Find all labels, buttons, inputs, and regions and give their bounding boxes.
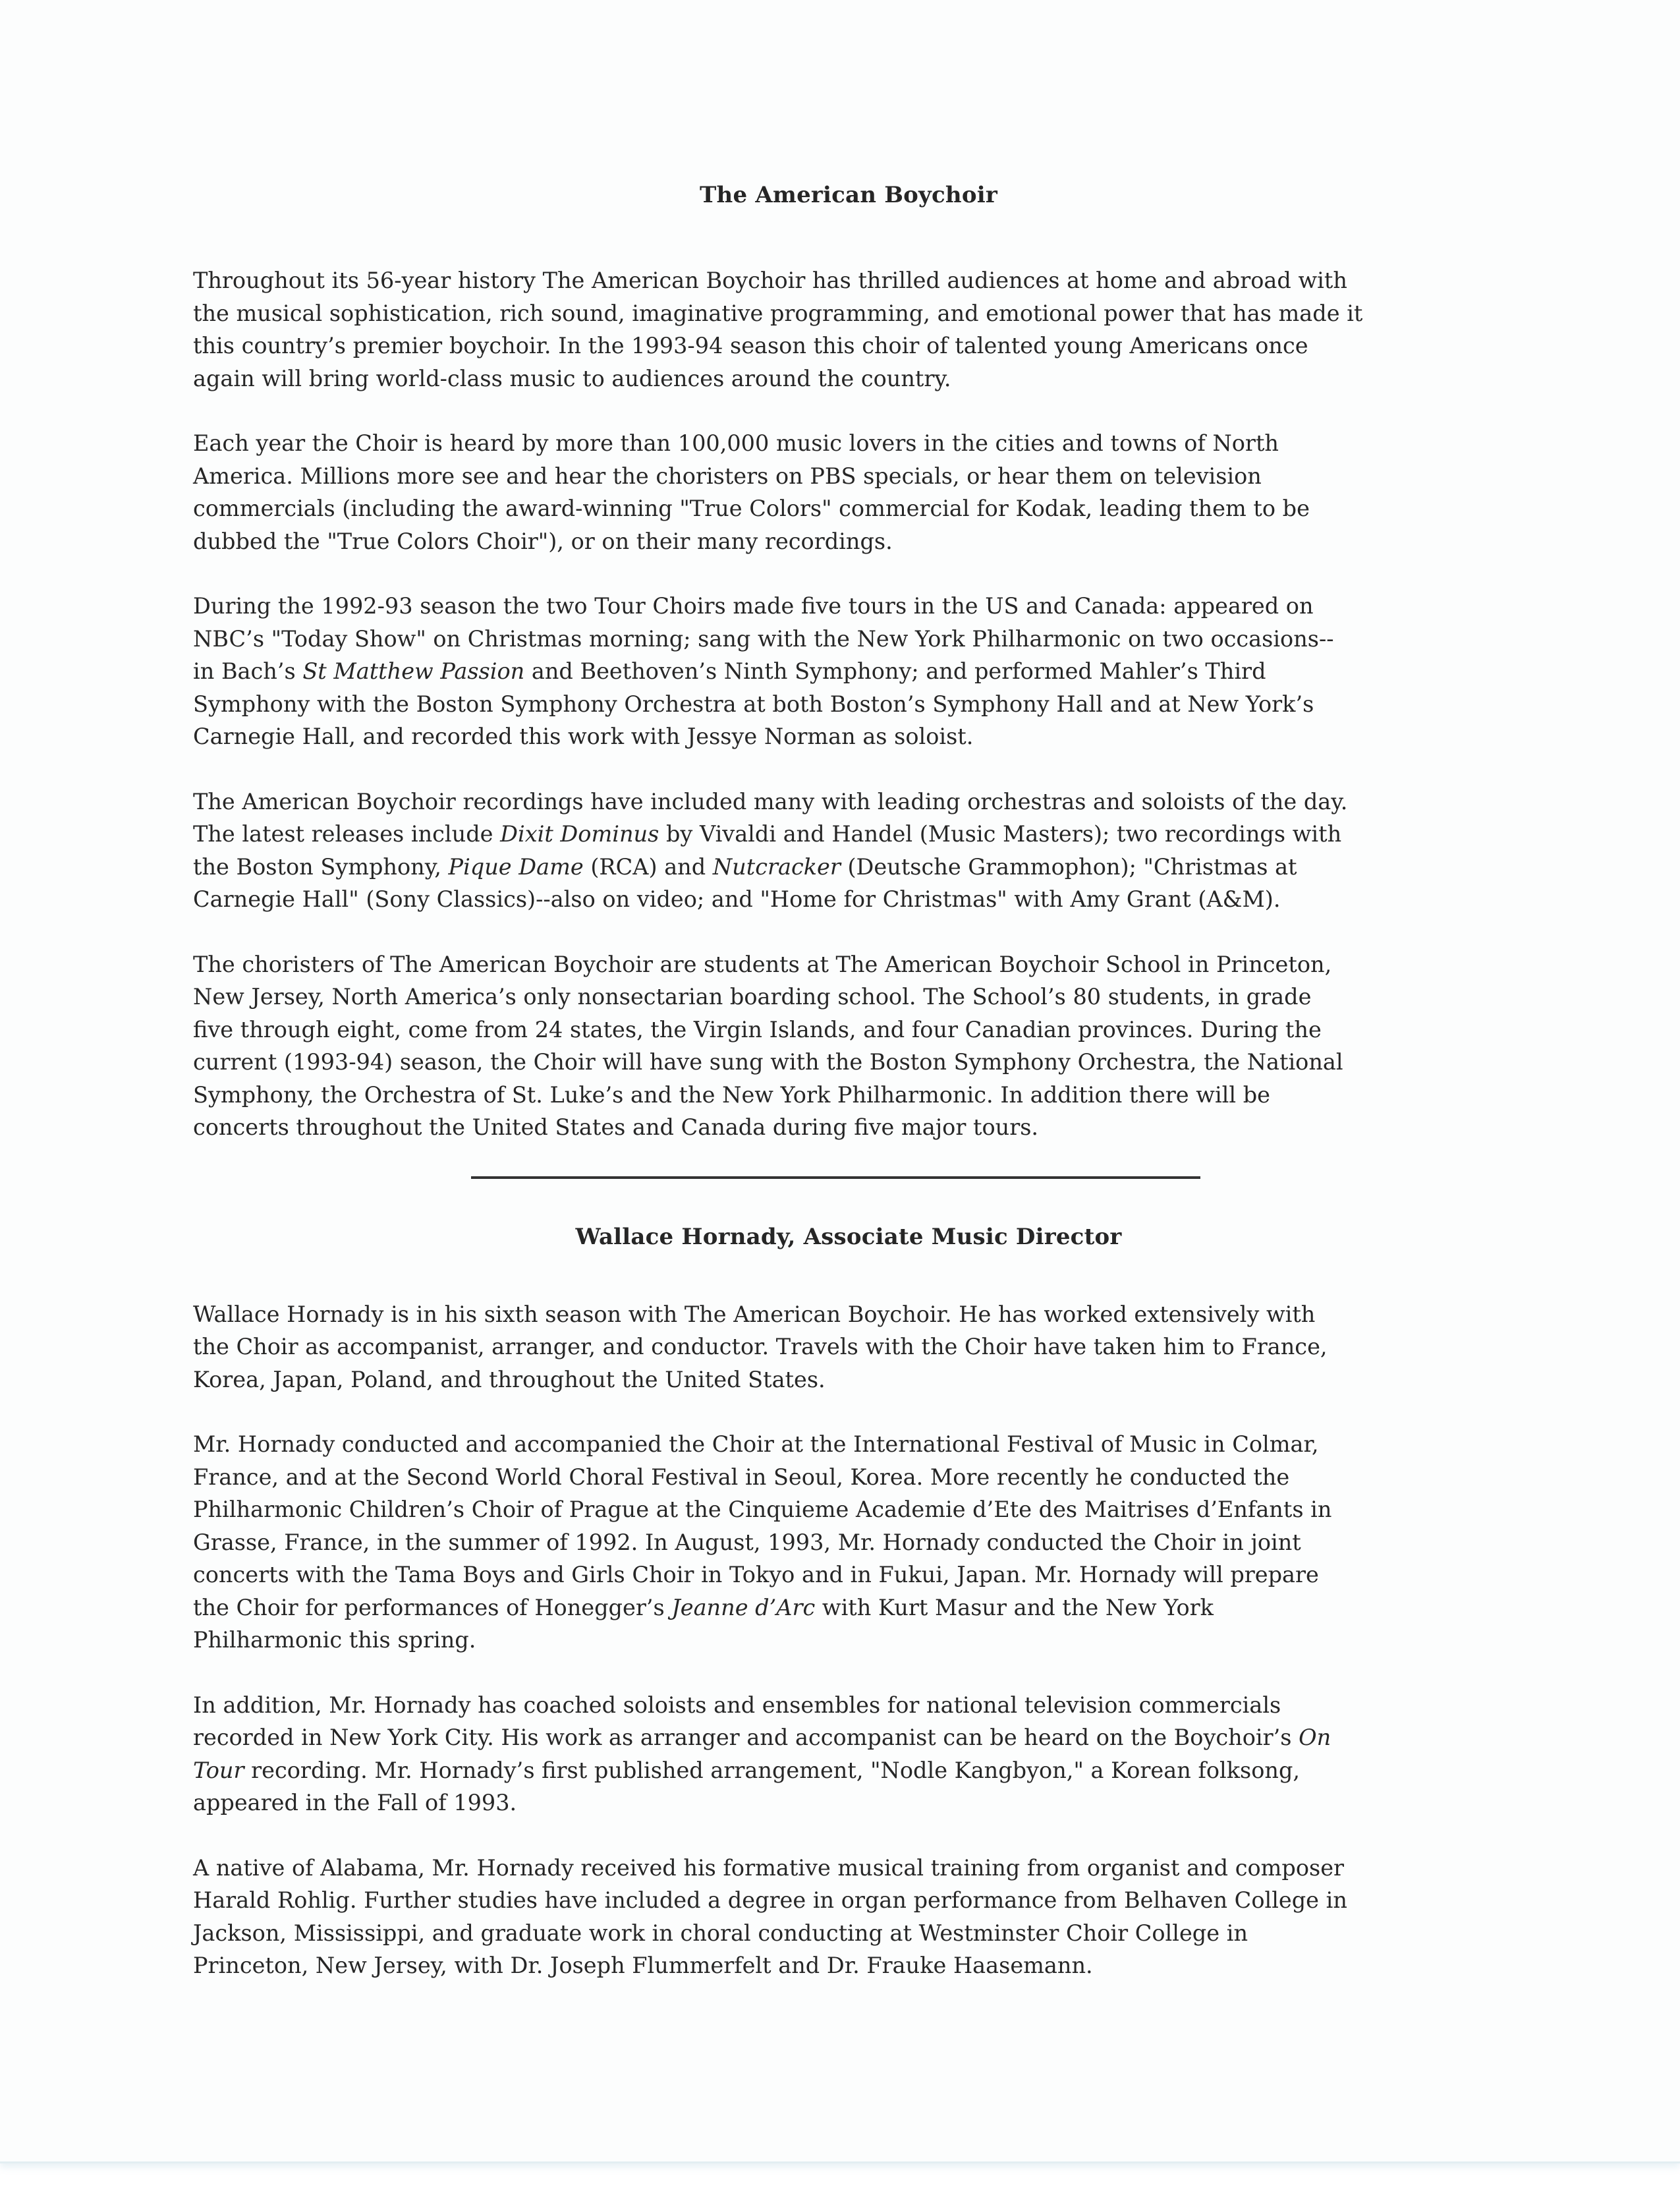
text-segment: Carnegie Hall" (Sony Classics)--also on video; and "Home for Christmas" with Amy Grant (A&M). (193, 886, 1281, 912)
text-segment: Harald Rohlig. Further studies have included a degree in organ performance from Belhaven College in (193, 1887, 1347, 1913)
text-segment: Throughout its 56-year history The American Boychoir has thrilled audiences at home and abroad with (193, 268, 1347, 293)
text-segment: concerts throughout the United States and Canada during five major tours. (193, 1114, 1039, 1140)
paragraph (193, 948, 1504, 1144)
text-segment: by Vivaldi and Handel (Music Masters); two recordings with (659, 821, 1342, 847)
text-line (193, 1014, 1504, 1046)
text-segment: A native of Alabama, Mr. Hornady received his formative musical training from organist and composer (193, 1854, 1345, 1881)
text-line (193, 1046, 1504, 1079)
paragraph (193, 785, 1504, 916)
text-segment: the Boston Symphony, (193, 853, 449, 880)
text-line (193, 785, 1504, 818)
text-line (193, 1111, 1504, 1144)
text-segment: The latest releases include (193, 821, 501, 847)
text-segment: In addition, Mr. Hornady has coached soloists and ensembles for national television commercials (193, 1692, 1281, 1718)
text-segment: five through eight, come from 24 states, the Virgin Islands, and four Canadian provinces. During the (193, 1016, 1322, 1042)
text-line (193, 297, 1504, 330)
italic-title: Tour (193, 1757, 244, 1783)
text-line (193, 460, 1504, 493)
text-line (193, 1330, 1504, 1363)
text-segment: America. Millions more see and hear the choristers on PBS specials, or hear them on television (193, 463, 1262, 489)
text-segment: (RCA) and (583, 853, 713, 880)
text-segment: again will bring world-class music to audiences around the country. (193, 365, 951, 391)
text-segment: in Bach’s (193, 658, 303, 684)
text-segment: Mr. Hornady conducted and accompanied the Choir at the International Festival of Music in Colmar, (193, 1431, 1319, 1457)
text-segment: The American Boychoir recordings have included many with leading orchestras and soloists of the day. (193, 788, 1348, 814)
section-body-american-boychoir (193, 264, 1504, 1144)
paragraph (193, 1852, 1504, 1982)
paragraph (193, 264, 1504, 395)
paragraph (193, 1298, 1504, 1396)
text-segment: commercials (including the award-winning "True Colors" commercial for Kodak, leading them to be (193, 496, 1310, 521)
text-line (193, 655, 1504, 688)
text-line (193, 1526, 1504, 1559)
text-segment: Wallace Hornady is in his sixth season with The American Boychoir. He has worked extensively with (193, 1301, 1316, 1327)
text-line (193, 492, 1504, 525)
text-line (193, 720, 1504, 753)
text-line (193, 1884, 1504, 1917)
text-segment: this country’s premier boychoir. In the 1993-94 season this choir of talented young Americans once (193, 333, 1308, 358)
section-title-wallace-hornady: Wallace Hornady, Associate Music Director (575, 1223, 1122, 1250)
text-line (193, 818, 1504, 851)
text-line (193, 525, 1504, 558)
text-segment: Grasse, France, in the summer of 1992. In August, 1993, Mr. Hornady conducted the Choir in joint (193, 1529, 1301, 1555)
paragraph (193, 1689, 1504, 1819)
text-line (193, 1493, 1504, 1526)
text-segment: New Jersey, North America’s only nonsectarian boarding school. The School’s 80 students, in grade (193, 984, 1312, 1010)
text-line (193, 264, 1504, 297)
text-line (193, 1591, 1504, 1624)
text-line (193, 851, 1504, 884)
text-segment: the musical sophistication, rich sound, imaginative programming, and emotional power that has made it (193, 300, 1363, 326)
paragraph (193, 427, 1504, 557)
text-segment: appeared in the Fall of 1993. (193, 1790, 517, 1815)
document-content (193, 179, 1504, 2014)
text-line (193, 1689, 1504, 1722)
italic-title: St Matthew Passion (302, 658, 525, 684)
text-segment: concerts with the Tama Boys and Girls Choir in Tokyo and in Fukui, Japan. Mr. Hornady will prepare (193, 1562, 1319, 1587)
text-segment: dubbed the "True Colors Choir"), or on their many recordings. (193, 528, 893, 554)
text-line (193, 981, 1504, 1014)
section-title-american-boychoir: The American Boychoir (700, 182, 997, 208)
text-segment: the Choir for performances of Honegger’s (193, 1594, 672, 1620)
text-line (193, 1461, 1504, 1494)
section-body-wallace-hornady (193, 1298, 1504, 1982)
text-segment: and Beethoven’s Ninth Symphony; and performed Mahler’s Third (524, 658, 1266, 684)
text-line (193, 883, 1504, 916)
text-line (193, 623, 1504, 656)
text-segment: with Kurt Masur and the New York (815, 1594, 1214, 1620)
text-segment: (Deutsche Grammophon); "Christmas at (840, 853, 1297, 880)
text-line (193, 688, 1504, 721)
text-line (193, 1624, 1504, 1657)
text-segment: NBC’s "Today Show" on Christmas morning; sang with the New York Philharmonic on two occasions-- (193, 625, 1334, 652)
text-line (193, 427, 1504, 460)
italic-title: Pique Dame (448, 853, 584, 880)
italic-title: Nutcracker (712, 853, 841, 880)
text-line (193, 1558, 1504, 1591)
text-segment: Symphony with the Boston Symphony Orchestra at both Boston’s Symphony Hall and at New York’s (193, 691, 1314, 717)
text-line (193, 1917, 1504, 1950)
text-segment: Philharmonic Children’s Choir of Prague at the Cinquieme Academie d’Ete des Maitrises d’Enfants in (193, 1497, 1332, 1522)
text-line (193, 1428, 1504, 1461)
text-segment: Carnegie Hall, and recorded this work with Jessye Norman as soloist. (193, 724, 974, 749)
text-line (193, 590, 1504, 623)
text-segment: Symphony, the Orchestra of St. Luke’s and the New York Philharmonic. In addition there will be (193, 1081, 1271, 1108)
text-line (193, 1754, 1504, 1787)
text-line (193, 1363, 1504, 1396)
paragraph (193, 1428, 1504, 1657)
text-segment: recording. Mr. Hornady’s first published arrangement, "Nodle Kangbyon," a Korean folksong, (244, 1757, 1301, 1783)
paragraph (193, 590, 1504, 753)
text-segment: The choristers of The American Boychoir are students at The American Boychoir School in Princeton, (193, 951, 1332, 977)
text-segment: During the 1992-93 season the two Tour Choirs made five tours in the US and Canada: appeared on (193, 593, 1314, 619)
text-line (193, 362, 1504, 395)
text-line (193, 1852, 1504, 1885)
italic-title: On (1299, 1725, 1331, 1750)
text-line (193, 1721, 1504, 1754)
text-line (193, 948, 1504, 981)
text-line (193, 1079, 1504, 1112)
text-segment: current (1993-94) season, the Choir will have sung with the Boston Symphony Orchestra, the National (193, 1049, 1343, 1075)
text-line (193, 1786, 1504, 1819)
text-line (193, 1949, 1504, 1982)
italic-title: Jeanne d’Arc (671, 1594, 816, 1620)
text-segment: Jackson, Mississippi, and graduate work in choral conducting at Westminster Choir College in (193, 1920, 1248, 1946)
italic-title: Dixit Dominus (500, 821, 659, 847)
text-line (193, 329, 1504, 362)
section-divider-rule (471, 1176, 1200, 1179)
text-line (193, 1298, 1504, 1331)
text-segment: France, and at the Second World Choral Festival in Seoul, Korea. More recently he conducted the (193, 1464, 1290, 1490)
text-segment: Princeton, New Jersey, with Dr. Joseph Flummerfelt and Dr. Frauke Haasemann. (193, 1953, 1093, 1978)
text-segment: the Choir as accompanist, arranger, and conductor. Travels with the Choir have taken him to France, (193, 1334, 1328, 1359)
text-segment: Korea, Japan, Poland, and throughout the United States. (193, 1366, 826, 1392)
text-segment: recorded in New York City. His work as arranger and accompanist can be heard on the Boychoir’s (193, 1725, 1299, 1750)
text-segment: Each year the Choir is heard by more than 100,000 music lovers in the cities and towns of North (193, 430, 1279, 456)
text-segment: Philharmonic this spring. (193, 1627, 476, 1653)
section-divider-wrap (193, 1176, 1504, 1179)
